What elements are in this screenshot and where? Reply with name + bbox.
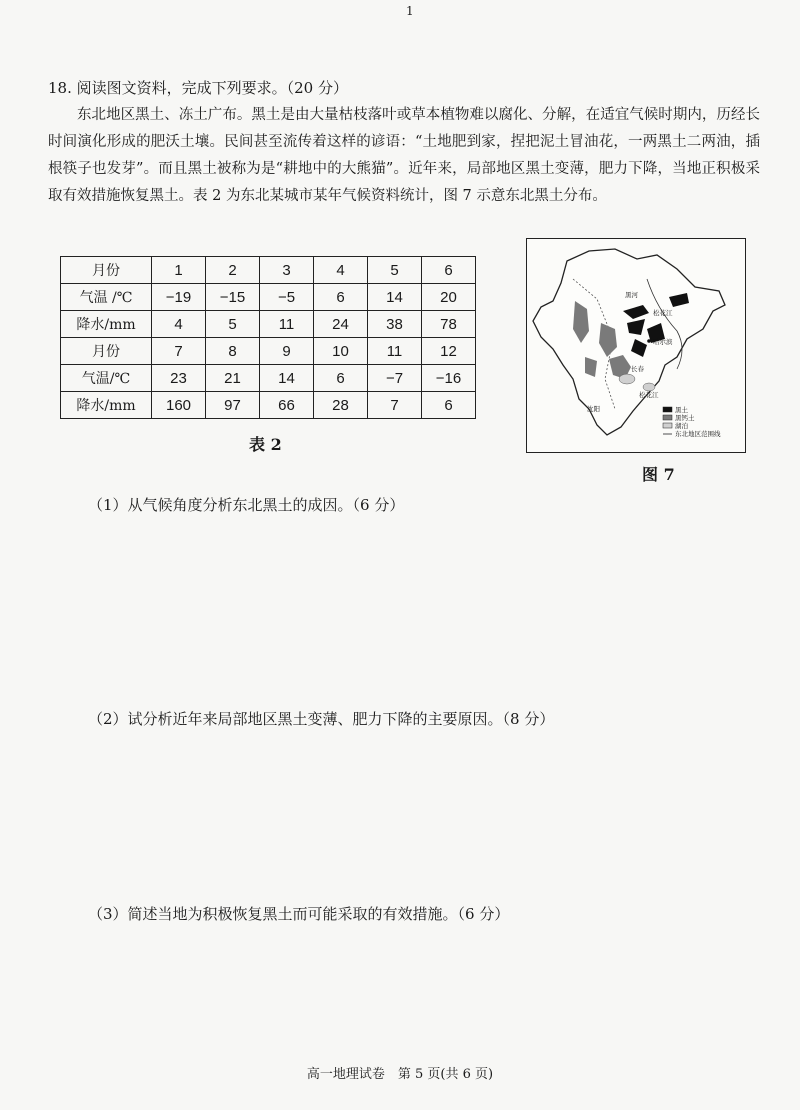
table-cell: 4 [152, 311, 206, 338]
page-mark: 1 [406, 4, 414, 18]
table-cell: 97 [206, 392, 260, 419]
table-cell: 5 [206, 311, 260, 338]
table-cell: 160 [152, 392, 206, 419]
page-footer: 高一地理试卷 第 5 页(共 6 页) [306, 1067, 494, 1082]
lake-area [619, 374, 635, 384]
table-cell: 10 [314, 338, 368, 365]
table-cell: −16 [422, 365, 476, 392]
table-cell: −19 [152, 284, 206, 311]
map-label-river-2: 松花江 [639, 391, 659, 399]
table-caption: 表 2 [249, 435, 282, 454]
black-soil-map [526, 238, 746, 453]
table-cell: 9 [260, 338, 314, 365]
subquestion-3: （3）简述当地为积极恢复黑土而可能采取的有效措施。（6 分） [88, 905, 510, 923]
table-cell: 7 [368, 392, 422, 419]
region-outline [533, 249, 725, 435]
table-cell: −7 [368, 365, 422, 392]
table-cell: 4 [314, 257, 368, 284]
map-label-city-n: 黑河 [625, 291, 638, 299]
table-row-header: 月份 [61, 338, 152, 365]
map-label-city-c: 哈尔滨 [653, 338, 673, 346]
table-cell: 66 [260, 392, 314, 419]
table-cell: 1 [152, 257, 206, 284]
table-cell: 6 [314, 284, 368, 311]
table-cell: 38 [368, 311, 422, 338]
figure-caption: 图 7 [642, 465, 675, 484]
table-cell: −5 [260, 284, 314, 311]
subquestion-1: （1）从气候角度分析东北黑土的成因。（6 分） [88, 496, 405, 514]
table-cell: −15 [206, 284, 260, 311]
question-intro [48, 102, 760, 210]
table-cell: 6 [422, 257, 476, 284]
legend-swatch [663, 423, 672, 428]
table-cell: 12 [422, 338, 476, 365]
table-row-header: 降水/mm [61, 311, 152, 338]
table-row [61, 311, 476, 338]
legend-label: 东北地区范围线 [675, 430, 721, 438]
climate-table [60, 256, 476, 419]
table-row [61, 392, 476, 419]
intro-paragraph: 东北地区黑土、冻土广布。黑土是由大量枯枝落叶或草本植物难以腐化、分解，在适宜气候时期内，历经长时间演化形成的肥沃土壤。民间甚至流传着这样的谚语：“土地肥到家，捏把泥土冒油花，一两黑土二两油，插根筷子也发芽”。而且黑土被称为是“耕地中的大熊猫”。近年来，局部地区黑土变薄，肥力下降，当地正积极采取有效措施恢复黑土。表 2 为东北某城市某年气候资料统计，图 7 示意东北黑土分布。 [48, 107, 760, 204]
table-cell: 14 [260, 365, 314, 392]
table-row [61, 365, 476, 392]
table-cell: 11 [260, 311, 314, 338]
table-cell: 20 [422, 284, 476, 311]
table-cell: 8 [206, 338, 260, 365]
map-label-city-s2: 沈阳 [587, 405, 600, 413]
table-cell: 11 [368, 338, 422, 365]
lake-area [643, 383, 655, 391]
legend-label: 黑钙土 [675, 414, 695, 422]
subquestion-2: （2）试分析近年来局部地区黑土变薄、肥力下降的主要原因。（8 分） [88, 710, 555, 728]
table-cell: 78 [422, 311, 476, 338]
map-label-city-s1: 长春 [631, 365, 644, 373]
table-cell: 2 [206, 257, 260, 284]
table-cell: 5 [368, 257, 422, 284]
map-legend [663, 405, 721, 438]
table-row-header: 月份 [61, 257, 152, 284]
map-label-river-1: 松花江 [653, 309, 673, 317]
table-row [61, 338, 476, 365]
table-cell: 14 [368, 284, 422, 311]
table-cell: 6 [314, 365, 368, 392]
city-dot [647, 339, 651, 343]
table-cell: 23 [152, 365, 206, 392]
table-cell: 21 [206, 365, 260, 392]
table-cell: 7 [152, 338, 206, 365]
table-row-header: 降水/mm [61, 392, 152, 419]
table-cell: 28 [314, 392, 368, 419]
map-svg [527, 239, 745, 452]
table-cell: 24 [314, 311, 368, 338]
legend-swatch [663, 415, 672, 420]
table-row [61, 257, 476, 284]
table-cell: 3 [260, 257, 314, 284]
table-row-header: 气温 /℃ [61, 284, 152, 311]
table-row-header: 气温/℃ [61, 365, 152, 392]
legend-label: 黑土 [675, 406, 688, 414]
table-cell: 6 [422, 392, 476, 419]
table-row [61, 284, 476, 311]
legend-swatch [663, 407, 672, 412]
question-header: 18. 阅读图文资料，完成下列要求。（20 分） [48, 79, 348, 97]
legend-label: 湖泊 [675, 422, 688, 430]
